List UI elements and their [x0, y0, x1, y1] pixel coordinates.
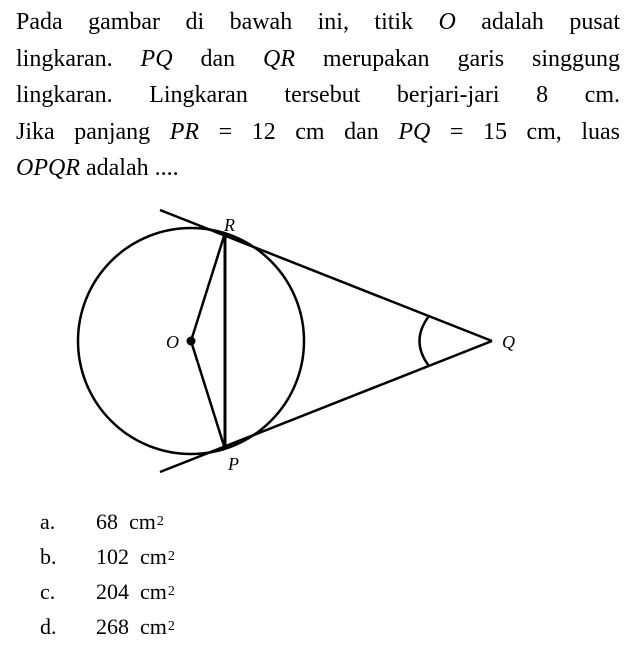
- option-letter: b.: [40, 543, 57, 569]
- question-line-3: lingkaran. Lingkaran tersebut berjari-jari 8 cm.: [16, 82, 620, 108]
- question-line-5: OPQR adalah ....: [16, 155, 179, 181]
- option-unit: cm: [140, 578, 167, 604]
- question-line-1: Pada gambar di bawah ini, titik O adalah pusat: [16, 9, 620, 35]
- label-q: Q: [502, 332, 515, 352]
- option-value: 102: [96, 543, 129, 569]
- option-exponent: 2: [167, 583, 175, 599]
- option-exponent: 2: [156, 513, 164, 529]
- question-line-2: lingkaran. PQ dan QR merupakan garis singgung: [16, 45, 621, 72]
- option-unit: cm: [129, 508, 156, 534]
- option-value: 268: [96, 613, 129, 639]
- answer-options: [40, 504, 175, 644]
- tangent-line-qr: [160, 210, 492, 341]
- option-letter: c.: [40, 578, 56, 604]
- label-p: P: [228, 454, 239, 474]
- center-point-o: [187, 337, 196, 346]
- option-a[interactable]: [40, 504, 175, 539]
- option-value: 68: [96, 508, 118, 534]
- question-line-4: Jika panjang PR = 12 cm dan PQ = 15 cm, luas: [16, 118, 621, 145]
- option-letter: d.: [40, 613, 57, 639]
- label-r: R: [224, 215, 235, 235]
- tangent-line-qp: [160, 341, 492, 472]
- option-exponent: 2: [167, 618, 175, 634]
- option-unit: cm: [140, 543, 167, 569]
- option-c[interactable]: [40, 574, 175, 609]
- option-b[interactable]: [40, 539, 175, 574]
- option-value: 204: [96, 578, 129, 604]
- option-letter: a.: [40, 508, 56, 534]
- label-o: O: [166, 332, 179, 352]
- question-text: [16, 4, 620, 187]
- radius-or: [191, 233, 225, 341]
- angle-q-arc: [420, 316, 430, 366]
- option-d[interactable]: [40, 609, 175, 644]
- geometry-figure: [0, 190, 640, 490]
- option-unit: cm: [140, 613, 167, 639]
- radius-op: [191, 341, 225, 449]
- option-exponent: 2: [167, 548, 175, 564]
